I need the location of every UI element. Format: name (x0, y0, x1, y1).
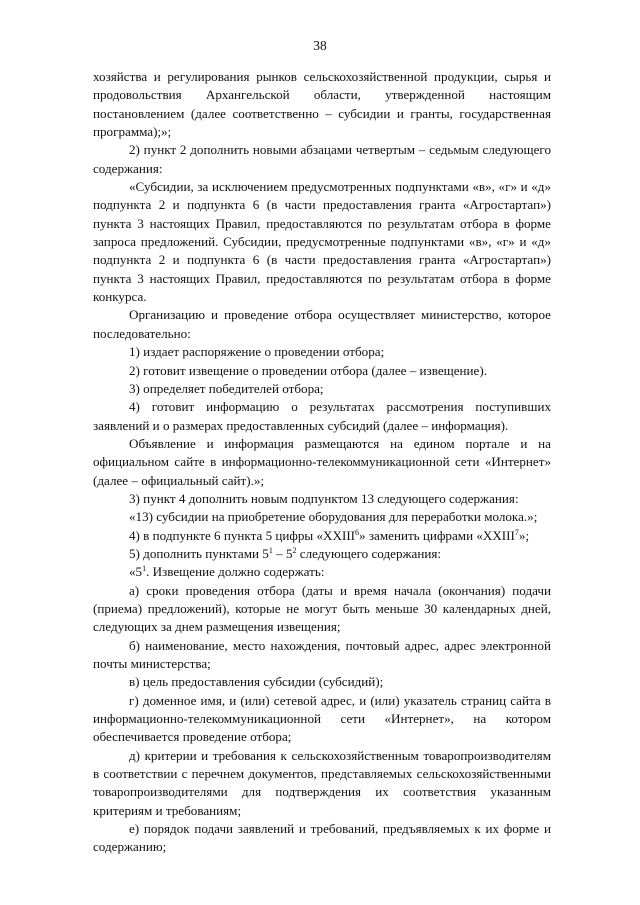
paragraph: 2) готовит извещение о проведении отбора (далее – извещение). (129, 362, 487, 378)
paragraph: «13) субсидии на приобретение оборудования для переработки молока.»; (129, 509, 538, 525)
text-run: » заменить цифрами «XXIII (359, 527, 515, 543)
text-run: . Извещение должно содержать: (146, 564, 325, 580)
paragraph: Организацию и проведение отбора осуществляет министерство, которое последовательно: (93, 307, 551, 341)
paragraph: «Субсидии, за исключением предусмотренных подпунктами «в», «г» и «д» подпункта 2 и подпункта 6 (в части предоставления гранта «Агростартап») пункта 3 настоящих Правил, предоставляются по результатам отбора в форме запроса предложений. Субсидии, предусмотренные подпунктами «в», «г» и «д» подпункта 2 и подпункта 6 (в части предоставления гранта «Агростартап») пункта 3 настоящих Правил, предоставляются по результатам отбора в форме конкурса. (93, 179, 551, 305)
paragraph: г) доменное имя, и (или) сетевой адрес, и (или) указатель страниц сайта в информационно-телекоммуникационной сети «Интернет», на котором обеспечивается проведение отбора; (93, 692, 551, 745)
paragraph: 1) издает распоряжение о проведении отбора; (129, 344, 385, 360)
paragraph: е) порядок подачи заявлений и требований, предъявляемых к их форме и содержанию; (93, 821, 551, 855)
document-body (93, 68, 551, 857)
superscript: 6 (355, 527, 360, 537)
paragraph (93, 545, 551, 563)
paragraph: 4) готовит информацию о результатах рассмотрения поступивших заявлений и о размерах предоставленных субсидий (далее – информация). (93, 399, 551, 433)
superscript: 2 (292, 545, 297, 555)
text-run: 5) дополнить пунктами 5 (129, 545, 269, 561)
superscript: 1 (268, 545, 273, 555)
superscript: 1 (142, 564, 147, 574)
paragraph: 2) пункт 2 дополнить новыми абзацами четвертым – седьмым следующего содержания: (93, 142, 551, 176)
page-number: 38 (313, 38, 327, 53)
paragraph: в) цель предоставления субсидии (субсидий); (129, 674, 384, 690)
paragraph (93, 527, 551, 545)
text-run: »; (518, 527, 530, 543)
paragraph: б) наименование, место нахождения, почтовый адрес, адрес электронной почты министерства; (93, 637, 551, 671)
paragraph: хозяйства и регулирования рынков сельскохозяйственной продукции, сырья и продовольствия Архангельской области, утвержденной настоящим постановлением (далее соответственно – субсидии и гранты, государственная программа);»; (93, 69, 551, 140)
text-run: следующего содержания: (296, 545, 442, 561)
paragraph: а) сроки проведения отбора (даты и время начала (окончания) подачи (приема) предложений), которые не могут быть меньше 30 календарных дней, следующих за днем размещения извещения; (93, 582, 551, 635)
text-run: «5 (129, 564, 143, 580)
text-run: 4) в подпункте 6 пункта 5 цифры «XXIII (129, 527, 356, 543)
paragraph: 3) определяет победителей отбора; (129, 380, 324, 396)
text-run: – 5 (272, 545, 293, 561)
paragraph (93, 563, 551, 581)
paragraph: 3) пункт 4 дополнить новым подпунктом 13 следующего содержания: (129, 490, 519, 506)
superscript: 7 (514, 527, 519, 537)
paragraph: д) критерии и требования к сельскохозяйственным товаропроизводителям в соответствии с перечнем документов, представляемых сельскохозяйственными товаропроизводителями для подтверждения их соответствия указанным критериям и требованиям; (93, 747, 551, 818)
paragraph: Объявление и информация размещаются на едином портале и на официальном сайте в информационно-телекоммуникационной сети «Интернет» (далее – официальный сайт).»; (93, 435, 551, 488)
